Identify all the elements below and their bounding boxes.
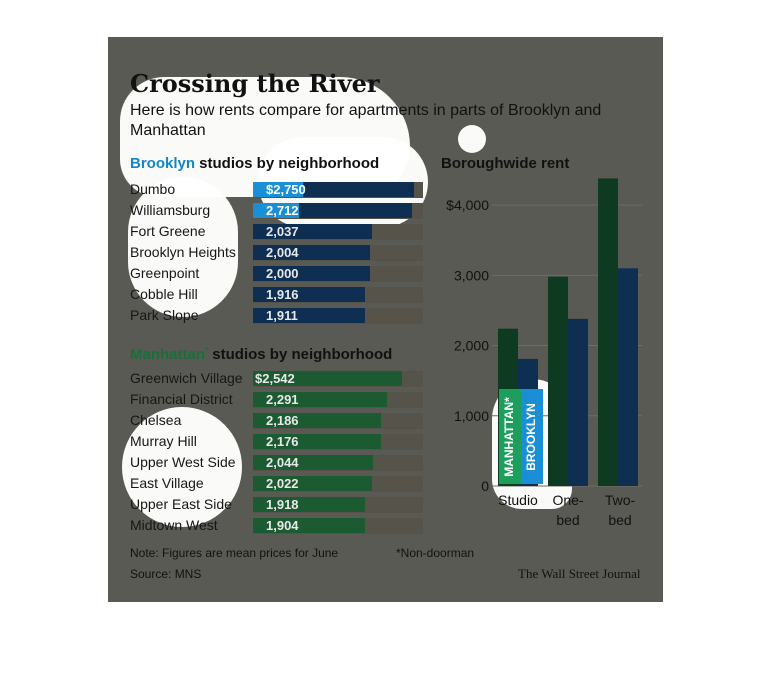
rent-value-label: 2,004 [266,245,299,260]
rent-value-label: 2,044 [266,455,299,470]
neighborhood-label: Greenpoint [130,265,200,281]
rent-value-label: 1,911 [266,308,298,323]
neighborhood-label: Financial District [130,391,233,407]
neighborhood-label: East Village [130,475,204,491]
rent-value-label: 2,176 [266,434,299,449]
neighborhood-label: Chelsea [130,412,182,428]
category-label: Studio [498,492,538,508]
neighborhood-label: Dumbo [130,181,176,197]
neighborhood-label: Midtown West [130,517,218,533]
category-label: One- [552,492,584,508]
neighborhood-label: Park Slope [130,307,199,323]
neighborhood-label: Upper West Side [130,454,236,470]
chart-subtitle: Here is how rents compare for apartments in parts of Brooklyn and Manhattan [130,102,602,139]
rent-value-label: 2,291 [266,392,299,407]
credit-text: The Wall Street Journal [518,566,641,581]
boroughwide-bar [548,277,568,486]
neighborhood-label: Upper East Side [130,496,232,512]
boroughwide-bar [598,178,618,486]
legend-label: MANHATTAN* [502,397,517,477]
neighborhood-label: Greenwich Village [130,370,243,386]
boroughwide-bar-chart [108,37,663,602]
neighborhood-label: Williamsburg [130,202,211,218]
legend-label: BROOKLYN [524,403,539,471]
manhattan-heading-mark: * [205,346,209,355]
y-tick-label: $4,000 [446,197,489,214]
note-text: Note: Figures are mean prices for June [130,546,339,560]
infographic-card [108,37,663,602]
y-tick-label: 0 [481,478,489,494]
neighborhood-label: Fort Greene [130,223,206,239]
boroughwide-heading: Boroughwide rent [441,155,570,172]
category-label: bed [556,512,580,528]
brooklyn-heading-rest: studios by neighborhood [195,155,380,172]
category-label: bed [608,512,632,528]
y-tick-label: 2,000 [453,337,489,354]
boroughwide-bar [618,268,638,486]
rent-value-label: 2,037 [266,224,299,239]
y-tick-label: 1,000 [453,407,489,424]
manhattan-heading-rest: studios by neighborhood [208,346,393,363]
rent-value-label: 1,904 [266,518,299,533]
rent-value-label: 2,000 [266,266,299,281]
footnote-text: *Non-doorman [396,546,475,560]
rent-value-label: 1,916 [266,287,299,302]
y-tick-label: 3,000 [453,267,489,284]
manhattan-heading-borough: Manhattan [130,346,205,363]
rent-value-label: 2,022 [266,476,299,491]
rent-value-label: $2,750 [266,182,306,197]
rent-value-label: 2,186 [266,413,299,428]
neighborhood-label: Cobble Hill [130,286,198,302]
category-label: Two- [604,492,636,508]
boroughwide-bar [568,319,588,486]
brooklyn-heading-borough: Brooklyn [130,155,196,172]
rent-value-label: 1,918 [266,497,299,512]
source-text: Source: MNS [130,567,202,581]
rent-value-label: 2,712 [266,203,299,218]
neighborhood-label: Brooklyn Heights [130,244,236,260]
rent-value-label: $2,542 [255,371,295,386]
chart-title: Crossing the River [130,69,380,98]
neighborhood-label: Murray Hill [130,433,197,449]
